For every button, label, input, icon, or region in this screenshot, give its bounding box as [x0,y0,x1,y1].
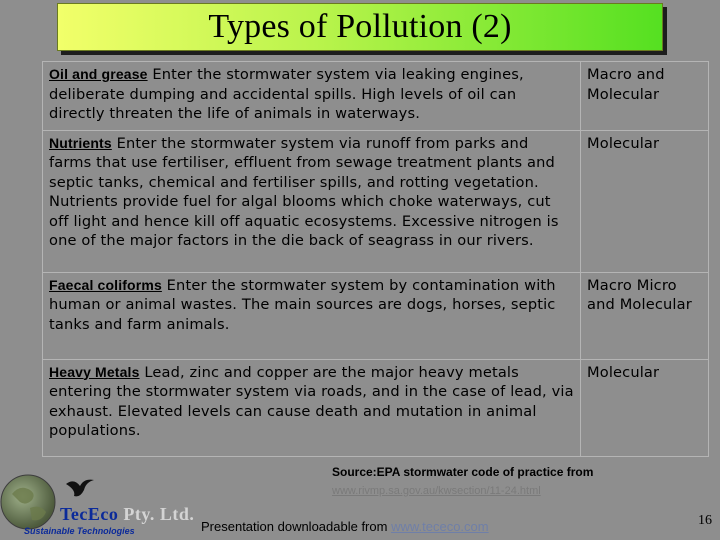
pollutant-category: Macro Micro and Molecular [581,272,709,359]
pollutant-description: Enter the stormwater system by contamination with human or animal wastes. The main sources are dogs, horses, septic tanks and farm animals. [49,276,556,333]
source-label: Source:EPA stormwater code of practice from [332,465,594,479]
page-title: Types of Pollution (2) [208,8,512,45]
table-row [43,359,709,456]
pollutant-description-cell [43,62,581,131]
download-link[interactable]: www.tececo.com [391,519,489,534]
pollutant-term: Nutrients [49,134,112,151]
logo-tagline: Sustainable Technologies [24,526,135,536]
page-number: 16 [698,513,712,528]
bird-icon [66,480,94,497]
pollutant-description: Lead, zinc and copper are the major heavy metals entering the stormwater system via roads, and in the case of lead, via exhaust. Elevated levels can cause death and mutation in animal populations. [49,363,574,439]
pollutant-term: Heavy Metals [49,363,140,380]
pollutant-description: Enter the stormwater system via runoff from parks and farms that use fertiliser, effluent from sewage treatment plants and septic tanks, chemical and fertiliser spills, and rotting vegetation. Nutrients provide fuel for algal blooms which choke waterways, cut off light and hence kill off aquatic ecosystems. Excessive nitrogen is one of the major factors in the die back of seagrass in our rivers. [49,134,559,249]
pollutant-category: Molecular [581,130,709,272]
download-text: Presentation downloadable from [201,519,392,534]
pollutant-description-cell [43,130,581,272]
logo-brand-suffix: Pty. Ltd. [123,504,195,524]
source-link[interactable]: www.rivmp.sa.gov.au/kwsection/11-24.html [332,485,541,497]
pollution-table [42,61,709,457]
pollutant-description-cell [43,272,581,359]
table-row [43,272,709,359]
pollutant-description-cell [43,359,581,456]
table-row [43,130,709,272]
pollutant-term: Faecal coliforms [49,276,162,293]
pollution-table-body [43,62,709,457]
logo-brand [60,504,194,525]
pollutant-term: Oil and grease [49,66,148,82]
pollutant-category: Molecular [581,359,709,456]
pollutant-category: Macro and Molecular [581,62,709,131]
logo-brand-name: TecEco [60,504,119,524]
download-note [201,519,489,534]
pollutant-description: Enter the stormwater system via leaking engines, deliberate dumping and accidental spills. High levels of oil can directly threaten the life of animals in waterways. [49,66,524,122]
table-row [43,62,709,131]
title-banner [57,3,663,51]
